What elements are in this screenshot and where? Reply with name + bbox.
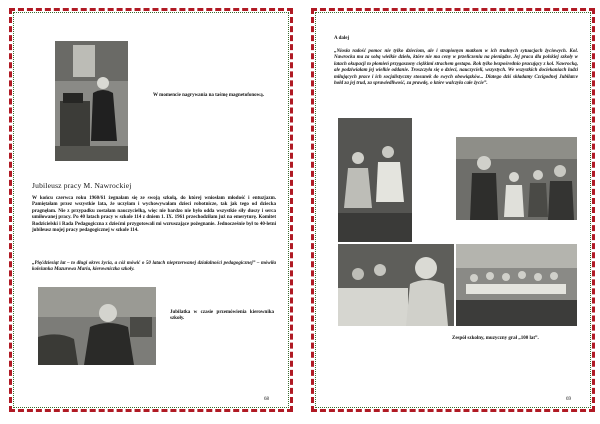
photo1-caption: W momencie nagrywania na taśmę magnetofonową. <box>153 93 265 98</box>
left-page <box>9 8 293 412</box>
quote-mazurowa: „Pięćdziesiąt lat – to długi okres życia, a cóż mówić o 50 latach nieprzerwanej działalności pedagogicznej” – mówiła koleżanka Mazurowa Maria, kierowniczka szkoły. <box>32 261 276 273</box>
photo-school-band <box>456 244 577 326</box>
intro-label: A dalej <box>334 36 350 41</box>
photo-jubilee-speech <box>38 287 156 365</box>
right-page <box>311 8 595 412</box>
quote-tribute: „Niosła radość pomoc nie tylko dzieciom, ale i strapionym matkom w ich trudnych sytuacjach życiowych. Kol. Nawrocka ma za sobą wielkie dzieło, które nie ma ceny w przeliczeniu na pieniądze. Jej praca dla polskiej szkoły w latach okupacji to płomień przygaszony ciężkimi strachem gestapo. Rok tylko bezpośrednio pracujący z kol. Nawrocką, ale podziwiałam jej wielkie oddanie. Troszczyła się o dzieci, nauczycieli, wszystych. We wszystkich dociekaniach ludzi miłujących prace i ich socjalistyczny stosunek do swych obowiązków... Dlatego dziś składamy Czcigodnej Jubilatce hołd za jej trud, za sprawiedliwość, za prawdę, o które walczyła całe życie”. <box>334 49 578 87</box>
page-number: 69 <box>566 397 571 402</box>
photo-banquet-teacher <box>338 244 454 326</box>
photo-children-dance <box>338 118 412 242</box>
page-number: 68 <box>264 397 269 402</box>
band-caption: Zespół szkolny, muzyczny grał „100 lat”. <box>452 336 539 341</box>
page-heading: Jubileusz pracy M. Nawrockiej <box>32 181 132 190</box>
photo2-caption: Jubilatka w czasie przemówienia kierownika szkoły. <box>170 310 274 322</box>
photo-children-group <box>456 137 577 220</box>
paragraph-jubilee: W końcu czerwca roku 1960/61 żegnałam się ze swoją szkołą, do której wniosłam młodość i entuzjazm. Pamiętałam przez wszystkie lata, że uczyłam i wychowywałam dzieci robotnicze, tak jak tego od dziecka pragnęłam. Nie z przypadku zostałam nauczycielką, więc nie bardzo nie było odda wszystkie siły duszy i serca umiłowanej pracy. Po 40 latach pracy w szkole 114 z dniem 1. IX. 1961 przechodziłam już na emeryturę. Komitet Rodzicielski i Rada Pedagogiczna z dziećmi przygotowali mi wzruszające pożegnanie. Jednocześnie był to 40-letni jubileusz mojej pracy pedagogicznej w szkole 114. <box>32 196 276 234</box>
photo-recording-teacher <box>55 41 128 161</box>
